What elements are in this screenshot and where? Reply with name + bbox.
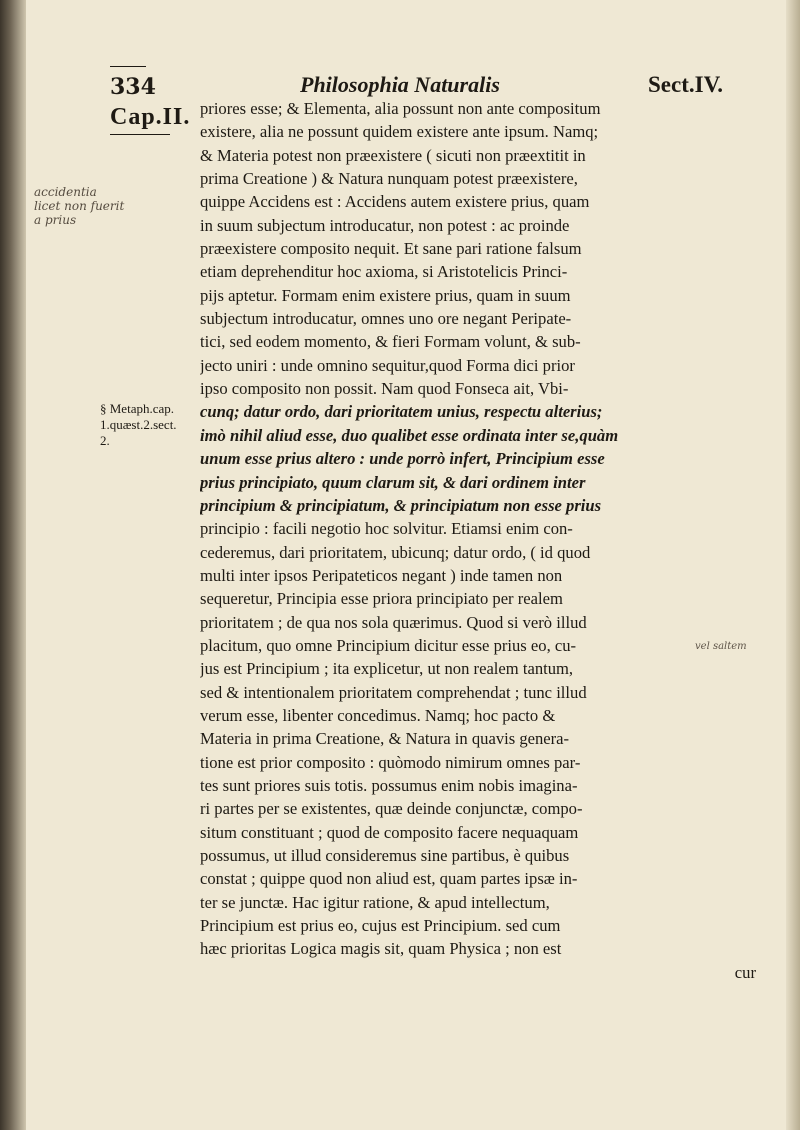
text-line: multi inter ipsos Peripateticos negant ) inde tamen non xyxy=(200,565,563,585)
text-line: unum esse prius altero : unde porrò infert, Principium esse xyxy=(200,449,605,469)
text-line: sed & intentionalem prioritatem comprehendat ; tunc illud xyxy=(200,682,587,702)
text-line: sequeretur, Principia esse priora principiato per realem xyxy=(200,589,563,609)
text-line: pijs aptetur. Formam enim existere prius, quam in suum xyxy=(200,285,571,305)
text-line: ri partes per se existentes, quæ deinde conjunctæ, compo- xyxy=(200,799,583,819)
text-line: cederemus, dari prioritatem, ubicunq; datur ordo, ( id quod xyxy=(200,542,591,562)
text-line: tione est prior composito : quòmodo nimirum omnes par- xyxy=(200,752,581,772)
binding-gutter xyxy=(0,0,26,1130)
text-line: & Materia potest non præexistere ( sicuti non præextitit in xyxy=(200,145,586,165)
text-line: jecto uniri : unde omnino sequitur,quod Forma dici prior xyxy=(200,355,575,375)
text-line: verum esse, libenter concedimus. Namq; hoc pacto & xyxy=(200,705,556,725)
text-line: prius principiato, quum clarum sit, & dari ordinem inter xyxy=(200,472,586,492)
handwritten-note-3: a prius xyxy=(34,213,77,227)
text-line: jus est Principium ; ita explicetur, ut non realem tantum, xyxy=(200,659,574,679)
handwritten-note-2: licet non fuerit xyxy=(34,199,125,213)
text-line: quippe Accidens est : Accidens autem existere prius, quam xyxy=(200,192,590,212)
page-edge xyxy=(786,0,800,1130)
citation-note-3: 2. xyxy=(100,433,110,448)
text-line: prioritatem ; de qua nos sola quærimus. Quod si verò illud xyxy=(200,612,587,632)
section-label: Sect.IV. xyxy=(648,72,723,97)
text-line: ipso composito non possit. Nam quod Fonseca ait, Vbi- xyxy=(200,379,569,399)
text-line: principio : facili negotio hoc solvitur. Etiamsi enim con- xyxy=(200,519,573,539)
text-line: præexistere composito nequit. Et sane pari ratione falsum xyxy=(200,239,582,259)
text-line: priores esse; & Elementa, alia possunt non ante compositum xyxy=(200,99,601,118)
text-line: possumus, ut illud consideremus sine partibus, è quibus xyxy=(200,846,570,865)
text-line: principium & principiatum, & principiatum non esse prius xyxy=(200,495,602,515)
citation-note-2: 1.quæst.2.sect. xyxy=(100,417,177,432)
text-line: ter se junctæ. Hac igitur ratione, & apud intellectum, xyxy=(200,892,550,912)
text-line: prima Creatione ) & Natura nunquam potest præexistere, xyxy=(200,169,578,189)
text-line: subjectum introducatur, omnes uno ore negant Peripate- xyxy=(200,309,572,329)
text-line: etiam deprehenditur hoc axioma, si Aristotelicis Princi- xyxy=(200,262,568,282)
body-text xyxy=(200,97,780,984)
citation-note-1: § Metaph.cap. xyxy=(100,401,175,416)
text-line: cur xyxy=(734,962,756,982)
text-line: placitum, quo omne Principium dicitur esse prius eo, cu- xyxy=(200,635,577,655)
chapter-label: Cap.II. xyxy=(110,104,191,130)
text-line: situm constituant ; quod de composito facere nequaquam xyxy=(200,822,579,842)
page-number: 334 xyxy=(110,74,156,100)
text-line: Principium est prius eo, cujus est Principium. sed cum xyxy=(200,916,561,936)
text-line: cunq; datur ordo, dari prioritatem unius, respectu alterius; xyxy=(200,402,603,422)
text-line: tici, sed eodem momento, & fieri Formam volunt, & sub- xyxy=(200,332,581,352)
running-title: Philosophia Naturalis xyxy=(300,72,500,97)
text-line: in suum subjectum introducatur, non potest : ac proinde xyxy=(200,215,570,235)
text-line: tes sunt priores suis totis. possumus enim nobis imagina- xyxy=(200,775,578,795)
text-line: Materia in prima Creatione, & Natura in quavis genera- xyxy=(200,729,570,749)
handwritten-note-1: accidentia xyxy=(34,185,97,199)
text-line: hæc prioritas Logica magis sit, quam Physica ; non est xyxy=(200,939,562,959)
text-line: constat ; quippe quod non aliud est, quam partes ipsæ in- xyxy=(200,869,578,889)
handwritten-insert: vel saltem xyxy=(695,641,747,652)
text-line: imò nihil aliud esse, duo qualibet esse ordinata inter se,quàm xyxy=(200,425,619,445)
text-line: existere, alia ne possunt quidem existere ante ipsum. Namq; xyxy=(200,122,599,142)
